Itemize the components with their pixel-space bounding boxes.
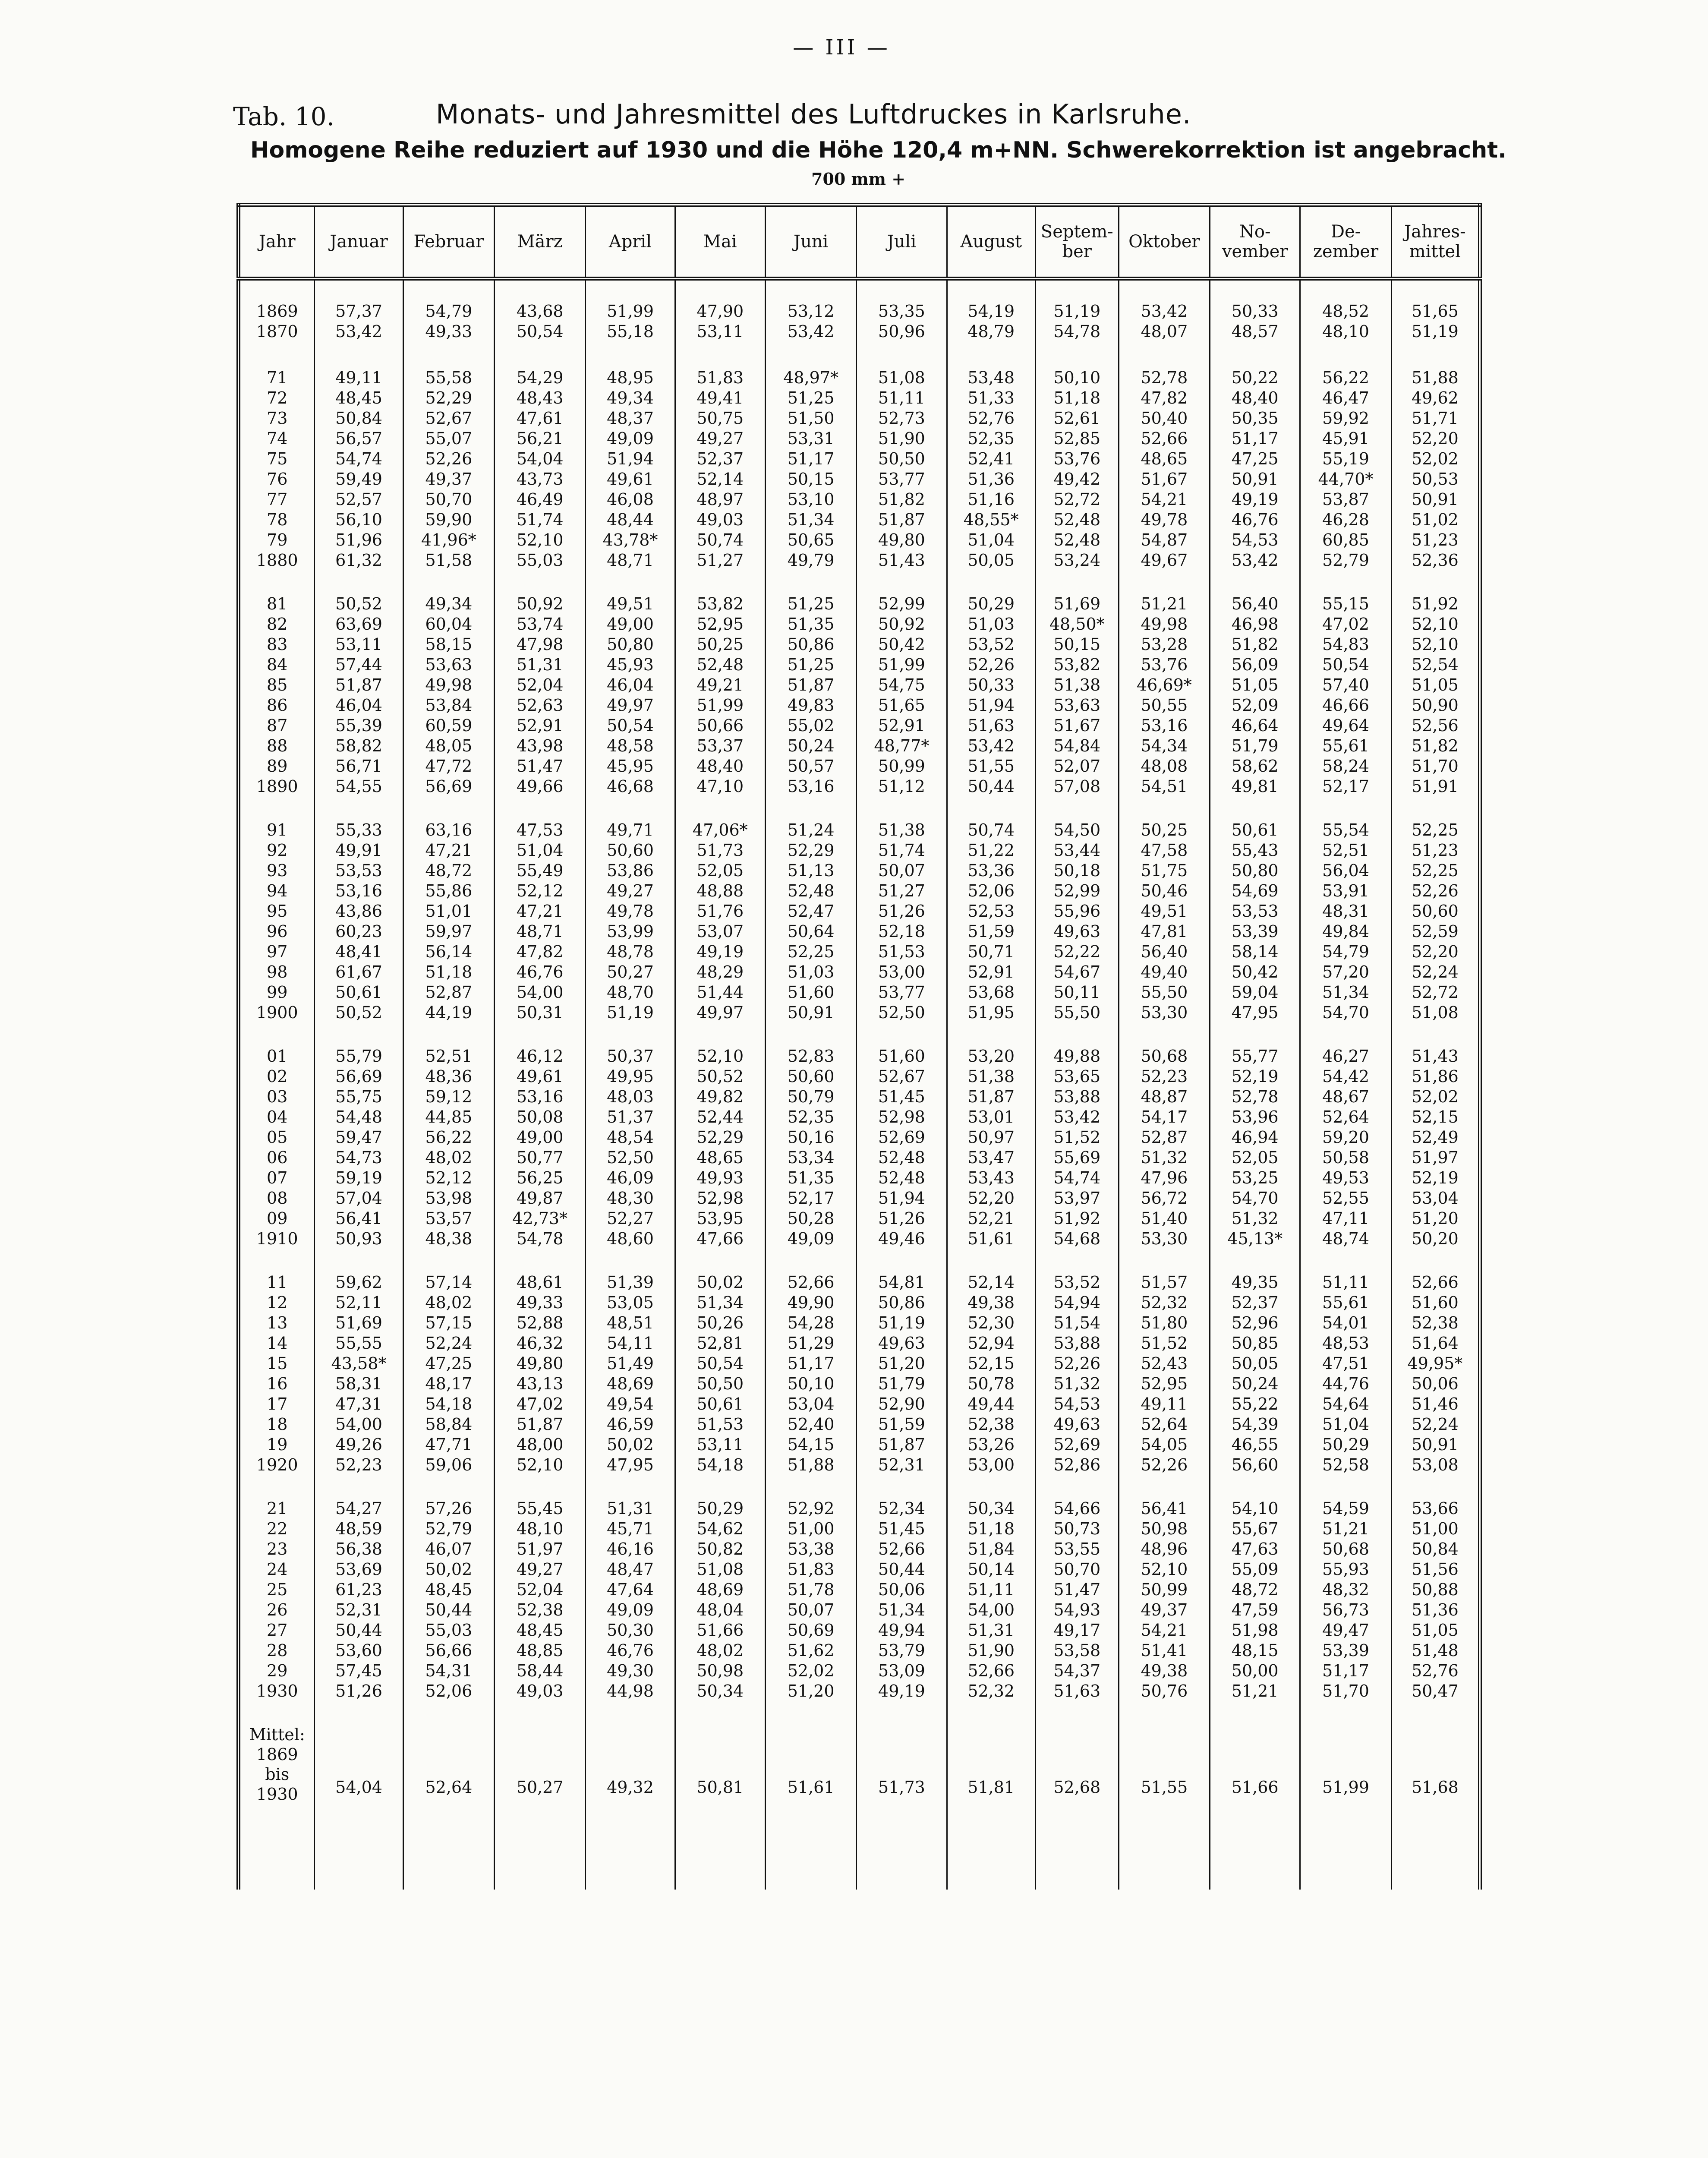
value-cell: 52,14 49,38 52,30 52,94 52,15 50,78 49,44 52,38 53,26 53,00 [947,1271,1035,1497]
column-header: No- vember [1210,205,1300,279]
mean-value-cell: 51,99 [1300,1723,1391,1850]
value-cell: 52,99 50,92 50,42 51,99 54,75 51,65 52,91 48,77* 50,99 51,12 [857,592,947,818]
empty-cell [403,1850,494,1890]
value-cell: 46,12 49,61 53,16 50,08 49,00 50,77 56,25 49,87 42,73* 54,78 [495,1044,586,1271]
pressure-table [236,203,1482,1890]
year-group-row [239,1044,1480,1271]
value-cell: 50,68 52,23 48,87 54,17 52,87 51,32 47,96 56,72 51,40 53,30 [1119,1044,1210,1271]
value-cell: 52,51 48,36 59,12 44,85 56,22 48,02 52,12 53,98 53,57 48,38 [403,1044,494,1271]
value-cell: 51,38 51,74 50,07 51,27 51,26 52,18 51,53 53,00 53,77 52,50 [857,818,947,1044]
value-cell: 52,66 51,60 52,38 51,64 49,95* 50,06 51,46 52,24 50,91 53,08 [1391,1271,1480,1497]
value-cell: 54,59 51,21 50,68 55,93 48,32 56,73 49,47 53,39 51,17 51,70 [1300,1497,1391,1723]
value-cell: 51,31 45,71 46,16 48,47 47,64 49,09 50,30 46,76 49,30 44,98 [586,1497,675,1723]
value-cell: 52,25 51,23 52,25 52,26 50,60 52,59 52,20 52,24 52,72 51,08 [1391,818,1480,1044]
value-cell: 53,66 51,00 50,84 51,56 50,88 51,36 51,05 51,48 52,76 50,47 [1391,1497,1480,1723]
mean-value-cell: 49,32 [586,1723,675,1850]
mean-value-cell: 51,55 [1119,1723,1210,1850]
year-cell: 71 72 73 74 75 76 77 78 79 1880 [256,368,298,570]
value-cell: 52,92 51,00 53,38 51,83 51,78 50,07 50,69 51,62 52,02 51,20 [765,1497,856,1723]
value-cell: 55,77 52,19 52,78 53,96 46,94 52,05 53,25 54,70 51,32 45,13* [1210,1044,1300,1271]
column-header: März [495,205,586,279]
empty-cell [315,1850,403,1890]
empty-cell [765,1850,856,1890]
empty-cell [239,1850,315,1890]
empty-cell [1035,1850,1119,1890]
value-cell: 53,20 51,38 51,87 53,01 50,97 53,47 53,43 52,20 52,21 51,61 [947,1044,1035,1271]
value-cell: 47,06* 51,73 52,05 48,88 51,76 53,07 49,19 48,29 51,44 49,97 [675,818,765,1044]
value-cell: 54,81 50,86 51,19 49,63 51,20 51,79 52,90 51,59 51,87 52,31 [857,1271,947,1497]
value-cell: 52,83 50,60 50,79 52,35 50,16 53,34 51,35 52,17 50,28 49,09 [765,1044,856,1271]
page-number: — III — [793,35,890,60]
value-cell: 50,34 51,18 51,84 50,14 51,11 54,00 51,31 51,90 52,66 52,32 [947,1497,1035,1723]
value-cell: 57,26 52,79 46,07 50,02 48,45 50,44 55,03 56,66 54,31 52,06 [403,1497,494,1723]
value-cell: 48,52 48,10 [1300,279,1391,366]
year-group-row [239,366,1480,592]
value-cell: 50,29 54,62 50,82 51,08 48,69 48,04 51,66 48,02 50,98 50,34 [675,1497,765,1723]
empty-cell [1210,1850,1300,1890]
year-group-row [239,1271,1480,1497]
value-cell: 49,34 60,04 58,15 53,63 49,98 53,84 60,59 48,05 47,72 56,69 [403,592,494,818]
value-cell: 55,58 52,29 52,67 55,07 52,26 49,37 50,70 59,90 41,96* 51,58 [403,366,494,592]
value-cell: 51,65 51,19 [1391,279,1480,366]
value-cell: 54,27 48,59 56,38 53,69 61,23 52,31 50,44 53,60 57,45 51,26 [315,1497,403,1723]
value-cell: 51,08 51,11 52,73 51,90 50,50 53,77 51,82 51,87 49,80 51,43 [857,366,947,592]
mean-value-cell: 54,04 [315,1723,403,1850]
value-cell: 54,79 49,33 [403,279,494,366]
mean-value-cell: 52,64 [403,1723,494,1850]
value-cell: 48,95 49,34 48,37 49,09 51,94 49,61 46,08 48,44 43,78* 48,71 [586,366,675,592]
page-title: Monats- und Jahresmittel des Luftdruckes in Karlsruhe. [436,98,1191,130]
value-cell: 50,29 51,03 53,52 52,26 50,33 51,94 51,63 53,42 51,55 50,44 [947,592,1035,818]
value-cell: 49,71 50,60 53,86 49,27 49,78 53,99 48,78 50,27 48,70 51,19 [586,818,675,1044]
value-cell: 47,53 51,04 55,49 52,12 47,21 48,71 47,82 46,76 54,00 50,31 [495,818,586,1044]
column-header: Jahres- mittel [1391,205,1480,279]
value-cell: 50,92 53,74 47,98 51,31 52,04 52,63 52,91 43,98 51,47 49,66 [495,592,586,818]
value-cell: 48,97* 51,25 51,50 53,31 51,17 50,15 53,10 51,34 50,65 49,79 [765,366,856,592]
value-cell: 50,25 47,58 51,75 50,46 49,51 47,81 56,40 49,40 55,50 53,30 [1119,818,1210,1044]
value-cell: 53,82 52,95 50,25 52,48 49,21 51,99 50,66 53,37 48,40 47,10 [675,592,765,818]
value-cell: 56,40 46,98 51,82 56,09 51,05 52,09 46,64 51,79 58,62 49,81 [1210,592,1300,818]
value-cell: 43,68 50,54 [495,279,586,366]
value-cell: 50,33 48,57 [1210,279,1300,366]
unit-label: 700 mm + [811,169,906,189]
value-cell: 53,42 48,07 [1119,279,1210,366]
value-cell: 47,90 53,11 [675,279,765,366]
value-cell: 51,25 51,35 50,86 51,25 51,87 49,83 55,02 50,24 50,57 53,16 [765,592,856,818]
column-header: Januar [315,205,403,279]
value-cell: 51,19 54,78 [1035,279,1119,366]
mean-value-cell: 51,81 [947,1723,1035,1850]
value-cell: 49,51 49,00 50,80 45,93 46,04 49,97 50,54 48,58 45,95 46,68 [586,592,675,818]
value-cell: 51,92 52,10 52,10 52,54 51,05 50,90 52,56 51,82 51,70 51,91 [1391,592,1480,818]
column-header: De- zember [1300,205,1391,279]
mean-value-cell: 51,61 [765,1723,856,1850]
value-cell: 55,33 49,91 53,53 53,16 43,86 60,23 48,41 61,67 50,61 50,52 [315,818,403,1044]
value-cell: 50,02 51,34 50,26 52,81 50,54 50,50 50,61 51,53 53,11 54,18 [675,1271,765,1497]
empty-cell [495,1850,586,1890]
value-cell: 50,10 51,18 52,61 52,85 53,76 49,42 52,72 52,48 52,48 53,24 [1035,366,1119,592]
year-group-row [239,592,1480,818]
year-group-row [239,818,1480,1044]
value-cell: 55,54 52,51 56,04 53,91 48,31 49,84 54,79 57,20 51,34 54,70 [1300,818,1391,1044]
value-cell: 54,66 50,73 53,55 50,70 51,47 54,93 49,17 53,58 54,37 51,63 [1035,1497,1119,1723]
year-cell: 21 22 23 24 25 26 27 28 29 1930 [256,1499,298,1701]
table-body [239,279,1480,1890]
value-cell: 51,99 55,18 [586,279,675,366]
value-cell: 54,50 53,44 50,18 52,99 55,96 49,63 52,22 54,67 50,11 55,50 [1035,818,1119,1044]
mean-value-cell: 51,68 [1391,1723,1480,1850]
column-header: Februar [403,205,494,279]
page-subtitle: Homogene Reihe reduziert auf 1930 und die Höhe 120,4 m+NN. Schwerekorrektion ist angebracht. [250,137,1506,163]
column-header: April [586,205,675,279]
value-cell: 55,79 56,69 55,75 54,48 59,47 54,73 59,19 57,04 56,41 50,93 [315,1044,403,1271]
value-cell: 51,57 52,32 51,80 51,52 52,43 52,95 49,11 52,64 54,05 52,26 [1119,1271,1210,1497]
value-cell: 50,61 55,43 50,80 54,69 53,53 53,39 58,14 50,42 59,04 47,95 [1210,818,1300,1044]
value-cell: 50,22 48,40 50,35 51,17 47,25 50,91 49,19 46,76 54,53 53,42 [1210,366,1300,592]
value-cell: 51,11 55,61 54,01 48,53 47,51 44,76 54,64 51,04 50,29 52,58 [1300,1271,1391,1497]
value-cell: 49,11 48,45 50,84 56,57 54,74 59,49 52,57 56,10 51,96 61,32 [315,366,403,592]
empty-cell [1300,1850,1391,1890]
value-cell: 52,78 47,82 50,40 52,66 48,65 51,67 54,21 49,78 54,87 49,67 [1119,366,1210,592]
value-cell: 55,15 47,02 54,83 50,54 57,40 46,66 49,64 55,61 58,24 52,17 [1300,592,1391,818]
value-cell: 49,35 52,37 52,96 50,85 50,05 50,24 55,22 54,39 46,55 56,60 [1210,1271,1300,1497]
filler-row [239,1850,1480,1890]
year-cell: 01 02 03 04 05 06 07 08 09 1910 [256,1047,298,1248]
year-group-row [239,1497,1480,1723]
column-header: Jahr [239,205,315,279]
value-cell: 50,37 49,95 48,03 51,37 48,54 52,50 46,09 48,30 52,27 48,60 [586,1044,675,1271]
value-cell: 51,60 52,67 51,45 52,98 52,69 52,48 52,48 51,94 51,26 49,46 [857,1044,947,1271]
value-cell: 53,52 54,94 51,54 53,88 52,26 51,32 54,53 49,63 52,69 52,86 [1035,1271,1119,1497]
empty-cell [857,1850,947,1890]
year-cell: 91 92 93 94 95 96 97 98 99 1900 [256,820,298,1022]
value-cell: 49,88 53,65 53,88 53,42 51,52 55,69 54,74 53,97 51,92 54,68 [1035,1044,1119,1271]
value-cell: 54,10 55,67 47,63 55,09 48,72 47,59 51,98 48,15 50,00 51,21 [1210,1497,1300,1723]
value-cell: 52,34 51,45 52,66 50,44 50,06 51,34 49,94 53,79 53,09 49,19 [857,1497,947,1723]
mean-label-cell: Mittel: 1869 bis 1930 [249,1725,305,1804]
value-cell: 52,66 49,90 54,28 51,29 51,17 50,10 53,04 52,40 54,15 51,88 [765,1271,856,1497]
value-cell: 50,52 63,69 53,11 57,44 51,87 46,04 55,39 58,82 56,71 54,55 [315,592,403,818]
empty-cell [947,1850,1035,1890]
value-cell: 54,19 48,79 [947,279,1035,366]
value-cell: 51,69 48,50* 50,15 53,82 51,38 53,63 51,67 54,84 52,07 57,08 [1035,592,1119,818]
value-cell: 57,37 53,42 [315,279,403,366]
value-cell: 53,35 50,96 [857,279,947,366]
empty-cell [1391,1850,1480,1890]
mean-value-cell: 50,27 [495,1723,586,1850]
value-cell: 51,88 49,62 51,71 52,20 52,02 50,53 50,91 51,02 51,23 52,36 [1391,366,1480,592]
mean-row [239,1723,1480,1850]
mean-value-cell: 51,66 [1210,1723,1300,1850]
value-cell: 51,24 52,29 51,13 52,48 52,47 50,64 52,25 51,03 51,60 50,91 [765,818,856,1044]
column-header: August [947,205,1035,279]
year-cell: 81 82 83 84 85 86 87 88 89 1890 [256,594,298,796]
value-cell: 59,62 52,11 51,69 55,55 43,58* 58,31 47,31 54,00 49,26 52,23 [315,1271,403,1497]
year-cell: 1869 1870 [256,302,298,341]
year-group-row [239,279,1480,366]
value-cell: 51,83 49,41 50,75 49,27 52,37 52,14 48,97 49,03 50,74 51,27 [675,366,765,592]
year-cell: 11 12 13 14 15 16 17 18 19 1920 [256,1273,298,1474]
value-cell: 54,29 48,43 47,61 56,21 54,04 43,73 46,49 51,74 52,10 55,03 [495,366,586,592]
value-cell: 63,16 47,21 48,72 55,86 51,01 59,97 56,14 51,18 52,87 44,19 [403,818,494,1044]
value-cell: 56,41 50,98 48,96 52,10 50,99 49,37 54,21 51,41 49,38 50,76 [1119,1497,1210,1723]
empty-cell [586,1850,675,1890]
table-header-row [239,205,1480,279]
value-cell: 51,43 51,86 52,02 52,15 52,49 51,97 52,19 53,04 51,20 50,20 [1391,1044,1480,1271]
column-header: Septem- ber [1035,205,1119,279]
mean-value-cell: 52,68 [1035,1723,1119,1850]
column-header: Juni [765,205,856,279]
empty-cell [675,1850,765,1890]
value-cell: 51,39 53,05 48,51 54,11 51,49 48,69 49,54 46,59 50,02 47,95 [586,1271,675,1497]
empty-cell [1119,1850,1210,1890]
column-header: Juli [857,205,947,279]
value-cell: 51,21 49,98 53,28 53,76 46,69* 50,55 53,16 54,34 48,08 54,51 [1119,592,1210,818]
table-label: Tab. 10. [233,102,335,131]
value-cell: 53,12 53,42 [765,279,856,366]
value-cell: 48,61 49,33 52,88 46,32 49,80 43,13 47,02 51,87 48,00 52,10 [495,1271,586,1497]
column-header: Oktober [1119,205,1210,279]
mean-value-cell: 50,81 [675,1723,765,1850]
value-cell: 53,48 51,33 52,76 52,35 52,41 51,36 51,16 48,55* 51,04 50,05 [947,366,1035,592]
column-header: Mai [675,205,765,279]
value-cell: 56,22 46,47 59,92 45,91 55,19 44,70* 53,87 46,28 60,85 52,79 [1300,366,1391,592]
value-cell: 50,74 51,22 53,36 52,06 52,53 51,59 50,71 52,91 53,68 51,95 [947,818,1035,1044]
value-cell: 57,14 48,02 57,15 52,24 47,25 48,17 54,18 58,84 47,71 59,06 [403,1271,494,1497]
mean-value-cell: 51,73 [857,1723,947,1850]
value-cell: 46,27 54,42 48,67 52,64 59,20 50,58 49,53 52,55 47,11 48,74 [1300,1044,1391,1271]
value-cell: 55,45 48,10 51,97 49,27 52,04 52,38 48,45 48,85 58,44 49,03 [495,1497,586,1723]
value-cell: 52,10 50,52 49,82 52,44 52,29 48,65 49,93 52,98 53,95 47,66 [675,1044,765,1271]
